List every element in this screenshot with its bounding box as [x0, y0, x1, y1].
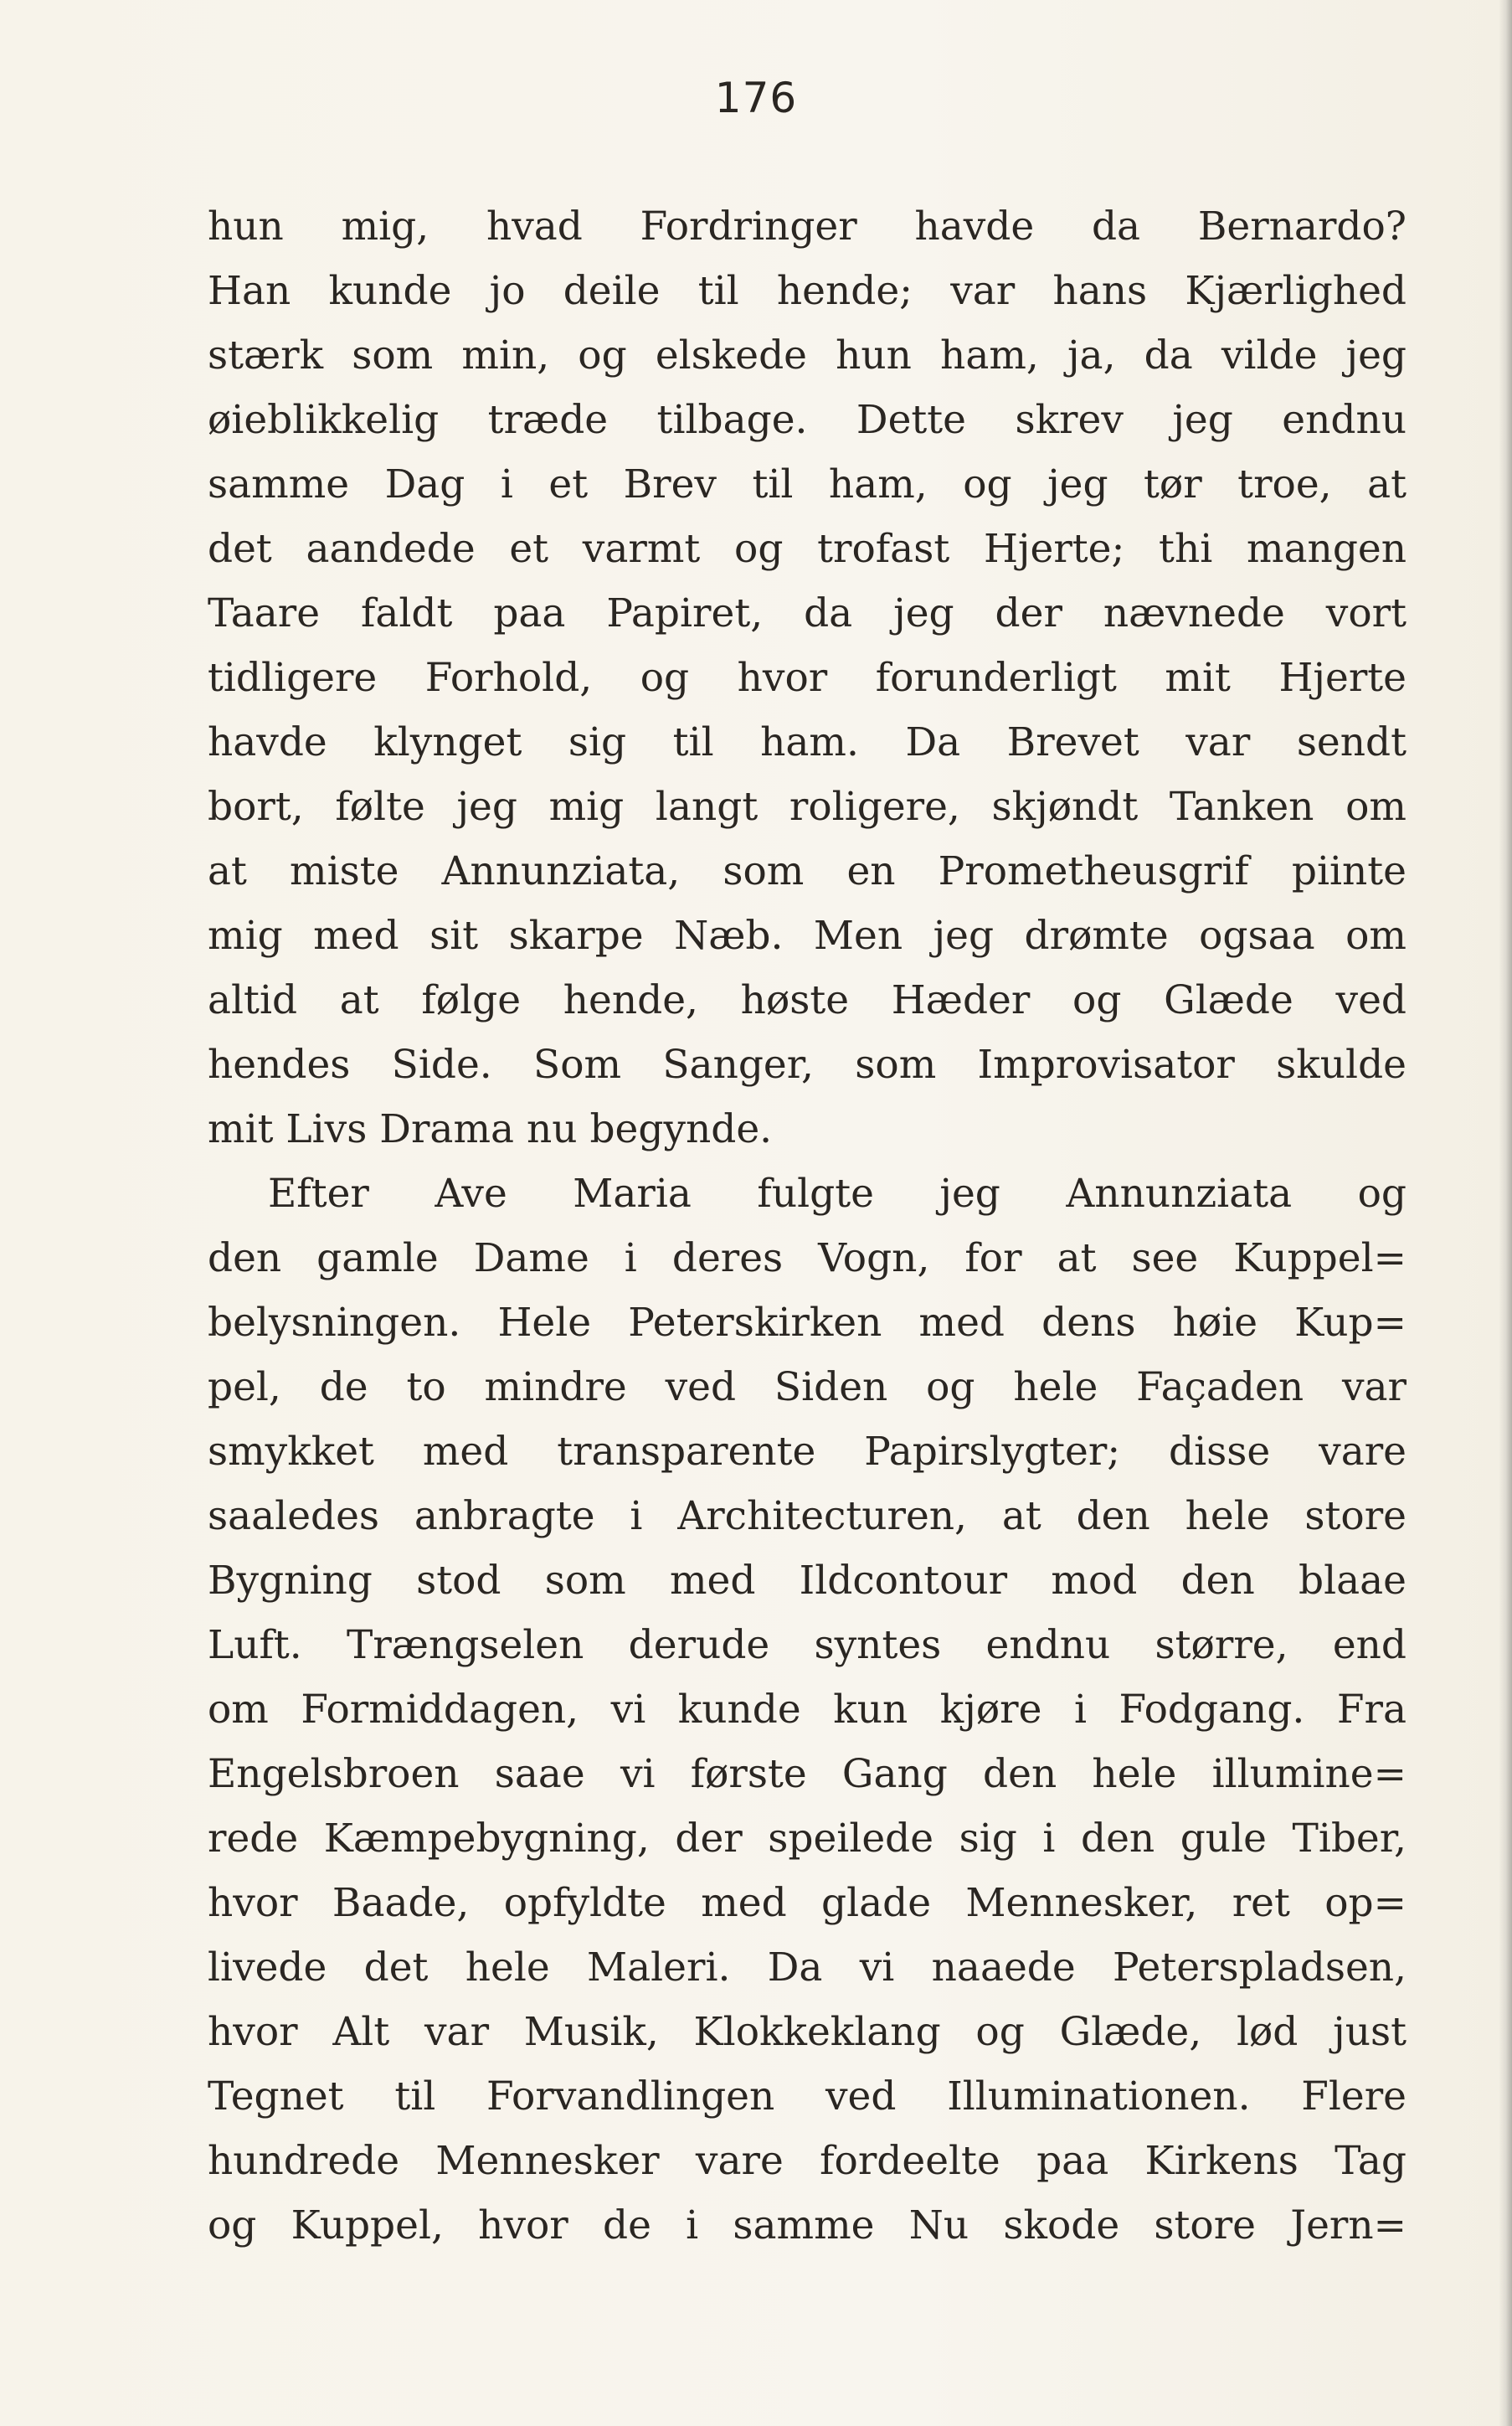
text-line: tidligere Forhold, og hvor forunderligt mit Hjerte	[208, 655, 1407, 701]
text-line: altid at følge hende, høste Hæder og Glæde ved	[208, 977, 1407, 1023]
text-line: at miste Annunziata, som en Prometheusgrif piinte	[208, 848, 1407, 894]
text-line: Luft. Trængselen derude syntes endnu større, end	[208, 1622, 1407, 1668]
page-edge-shadow	[1499, 0, 1512, 2426]
text-line: øieblikkelig træde tilbage. Dette skrev jeg endnu	[208, 397, 1407, 443]
text-line: Han kunde jo deile til hende; var hans Kjærlighed	[208, 268, 1407, 314]
text-line: Efter Ave Maria fulgte jeg Annunziata og	[268, 1171, 1407, 1217]
text-line: mig med sit skarpe Næb. Men jeg drømte ogsaa om	[208, 913, 1407, 959]
text-line: saaledes anbragte i Architecturen, at den hele store	[208, 1493, 1407, 1539]
page-number: 176	[714, 74, 798, 122]
text-line: Bygning stod som med Ildcontour mod den blaae	[208, 1558, 1407, 1604]
text-line: samme Dag i et Brev til ham, og jeg tør troe, at	[208, 461, 1407, 507]
text-line: hun mig, hvad Fordringer havde da Bernardo?	[208, 203, 1407, 250]
text-line: smykket med transparente Papirslygter; disse vare	[208, 1429, 1407, 1475]
text-line: havde klynget sig til ham. Da Brevet var sendt	[208, 719, 1407, 765]
text-line: den gamle Dame i deres Vogn, for at see Kuppel=	[208, 1235, 1407, 1281]
text-line: hvor Alt var Musik, Klokkeklang og Glæde, lød just	[208, 2009, 1407, 2055]
text-line: livede det hele Maleri. Da vi naaede Peterspladsen,	[208, 1944, 1407, 1991]
text-line: hundrede Mennesker vare fordeelte paa Kirkens Tag	[208, 2138, 1407, 2184]
text-line: det aandede et varmt og trofast Hjerte; thi mangen	[208, 526, 1407, 572]
text-line: stærk som min, og elskede hun ham, ja, da vilde jeg	[208, 332, 1407, 379]
text-line: Tegnet til Forvandlingen ved Illuminationen. Flere	[208, 2073, 1407, 2120]
text-line: Engelsbroen saae vi første Gang den hele illumine=	[208, 1751, 1407, 1797]
text-line: rede Kæmpebygning, der speilede sig i den gule Tiber,	[208, 1816, 1407, 1862]
text-line: hendes Side. Som Sanger, som Improvisator skulde	[208, 1042, 1407, 1088]
text-line: hvor Baade, opfyldte med glade Mennesker, ret op=	[208, 1880, 1407, 1926]
text-line: belysningen. Hele Peterskirken med dens høie Kup=	[208, 1300, 1407, 1346]
text-line: Taare faldt paa Papiret, da jeg der nævnede vort	[208, 590, 1407, 636]
text-line: og Kuppel, hvor de i samme Nu skode store Jern=	[208, 2202, 1407, 2248]
text-line: pel, de to mindre ved Siden og hele Façaden var	[208, 1364, 1407, 1410]
text-line: om Formiddagen, vi kunde kun kjøre i Fodgang. Fra	[208, 1687, 1407, 1733]
body-text	[208, 194, 1407, 2258]
text-line: bort, følte jeg mig langt roligere, skjøndt Tanken om	[208, 784, 1407, 830]
text-line: mit Livs Drama nu begynde.	[208, 1106, 773, 1152]
